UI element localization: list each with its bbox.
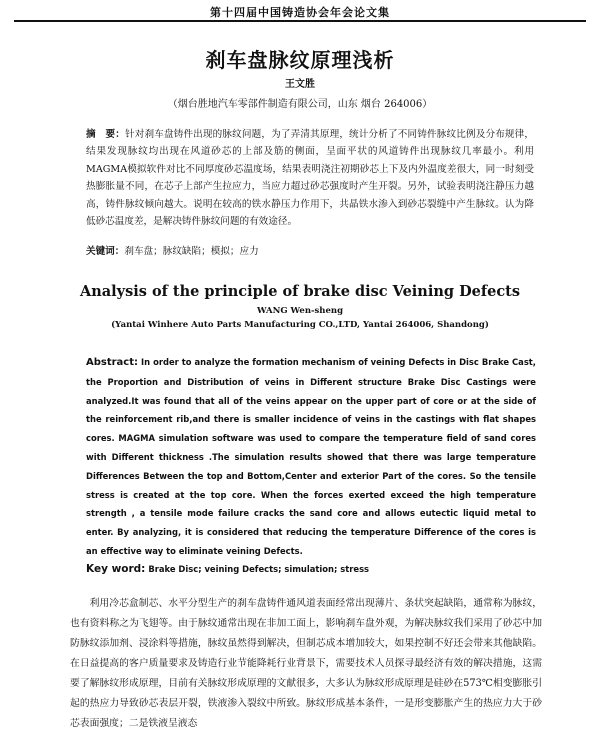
running-header: 第十四届中国铸造协会年会论文集 [210,6,390,19]
keywords-cn-label: 关键词： [86,246,125,257]
abstract-cn-label: 摘 要： [86,129,125,140]
keywords-en-label: Key word: [86,563,146,575]
paper-title-en: Analysis of the principle of brake disc Veining Defects [79,283,521,300]
paper-title-cn: 刹车盘脉纹原理浅析 [205,48,395,72]
abstract-en [86,353,536,561]
author-en: WANG Wen-sheng [256,306,344,316]
keywords-cn-text: 刹车盘；脉纹缺陷；模拟；应力 [124,246,259,257]
keywords-en [86,563,536,575]
abstract-cn [86,126,534,230]
keywords-en-text: Brake Disc; veining Defects; simulation; stress [148,564,370,574]
abstract-cn-text: 针对刹车盘铸件出现的脉纹问题，为了弄清其原理，统计分析了不同铸件脉纹比例及分布规律，结果发现脉纹均出现在风道砂芯的上部及筋的侧面，呈面平状的风道铸件出现脉纹几率最小。利用MAGMA模拟软件对比不同厚度砂芯温度场，结果表明浇注初期砂芯上下及内外温度差很大，同一时刻受热膨胀量不同，在芯子上部产生拉应力，当应力超过砂芯强度时产生开裂。另外，试验表明浇注静压力越高，铸件脉纹倾向越大。说明在较高的铁水静压力作用下，共晶铁水渗入到砂芯裂缝中产生脉纹。认为降低砂芯温度差，是解决铸件脉纹问题的有效途径。 [86,129,535,228]
header-divider [14,20,586,22]
abstract-en-label: Abstract: [86,357,139,368]
affiliation-cn: （烟台胜地汽车零部件制造有限公司，山东 烟台 264006） [167,99,433,110]
abstract-en-text: In order to analyze the formation mechanism of veining Defects in Disc Brake Cast, the Proportion and Distribution of veins in Different structure Brake Disc Castings were analyzed.It was found that all of the veins appear on the upper part of core or at the side of the reinforcement rib,and there is smaller incidence of veins in the castings with flat shapes cores. MAGMA simulation software was used to compare the temperature field of sand cores with Different thickness .The simulation results showed that there was large temperature Differences Between the top and Bottom,Center and exterior Part of the cores. So the tensile stress is created at the top core. When the forces exerted exceed the high temperature strength , a tensile mode failure cracks the sand core and allows eutectic liquid metal to enter. By analyzing, it is considered that reducing the temperature Difference of the cores is an effective way to eliminate veining Defects. [86,357,536,556]
affiliation-en: (Yantai Winhere Auto Parts Manufacturing CO.,LTD, Yantai 264006, Shandong) [111,320,489,330]
keywords-cn [86,243,534,257]
author-cn: 王文胜 [285,79,315,90]
body-paragraph: 利用冷芯盒制芯、水平分型生产的刹车盘铸件通风道表面经常出现薄片、条状突起缺陷，通常称为脉纹，也有资料称之为飞翅等。由于脉纹通常出现在非加工面上，影响刹车盘外观，为解决脉纹我们采用了砂芯中加防脉纹添加剂、浸涂料等措施，脉纹虽然得到解决，但制芯成本增加较大，如果控制不好还会带来其他缺陷。在日益提高的客户质量要求及铸造行业节能降耗行业背景下，需要技术人员探寻最经济有效的解决措施，这需要了解脉纹形成原理，目前有关脉纹形成原理的文献很多，大多认为脉纹形成原理是硅砂在573℃相变膨胀引起的热应力导致砂芯表层开裂，铁液渗入裂纹中所致。脉纹形成基本条件，一是形变膨胀产生的热应力大于砂芯表面强度；二是铁液呈液态 [70,598,542,729]
